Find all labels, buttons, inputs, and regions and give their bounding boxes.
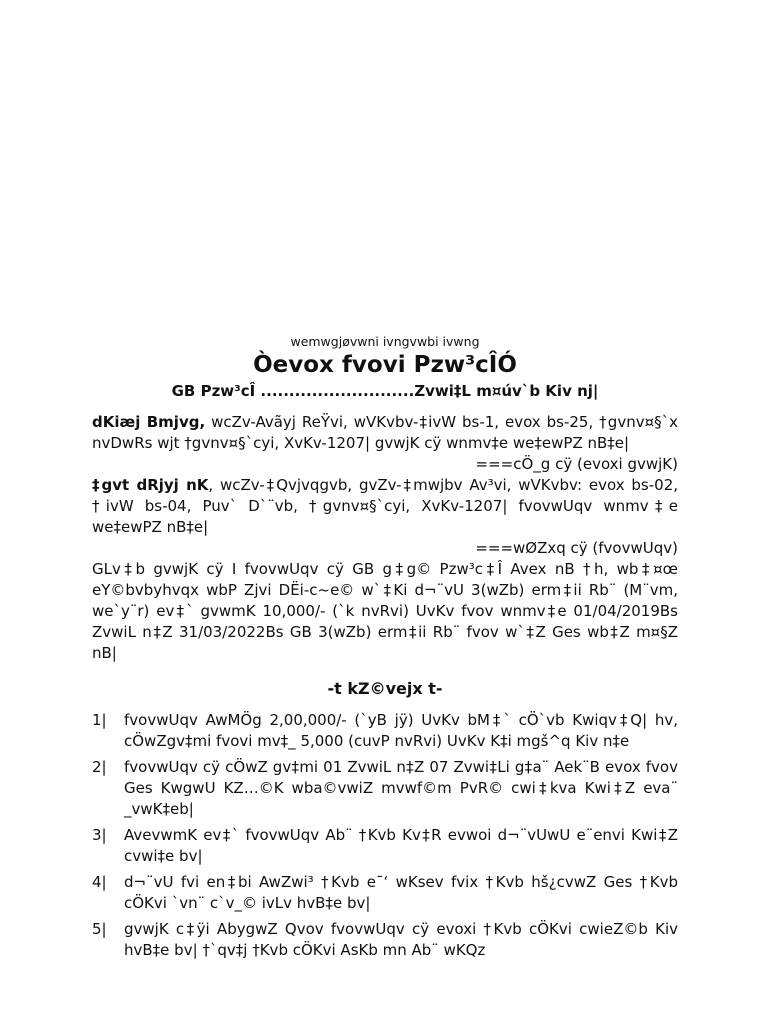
term-number: 5| <box>92 920 107 938</box>
party2-name: ‡gvt dRjyj nK <box>92 476 209 494</box>
party1-role: ===cÖ_g cÿ (evoxi gvwjK) <box>475 455 678 473</box>
term-text: fvovwUqv cÿ cÖwZ gv‡mi 01 ZvwiL n‡Z 07 Zvwi‡Li g‡a¨ Aek¨B evox fvov Ges KwgwU KZ…©K wba©vwiZ mvwf©m PvR© cwi‡kva Kwi‡Z eva¨ _vwK‡eb| <box>124 758 678 818</box>
term-text: d¬¨vU fvi en‡bi AwZwi³ †Kvb e¯‘ wKsev fvix †Kvb hš¿cvwZ Ges †Kvb cÖKvi `vn¨ c`v_© ivLv hvB‡e bv| <box>124 873 678 912</box>
term-item <box>92 757 678 820</box>
term-number: 4| <box>92 873 107 891</box>
term-item <box>92 872 678 914</box>
terms-title: -t kZ©vejx t- <box>327 679 443 698</box>
term-number: 2| <box>92 758 107 776</box>
party1-paragraph <box>92 412 678 454</box>
lease-document <box>92 334 678 966</box>
party1-name: dKiæj Bmjvg, <box>92 413 206 431</box>
document-subtitle: GB Pzw³cÎ ...........................Zvwi‡L m¤úv`b Kiv nj| <box>171 382 599 400</box>
term-item <box>92 825 678 867</box>
agreement-paragraph: GLv‡b gvwjK cÿ I fvovwUqv cÿ GB g‡g© Pzw³c‡Î Avex nB †h, wb‡¤œ eY©bvbyhvqx wbP Zjvi DËi-c~e© w`‡Ki d¬¨vU 3(wZb) erm‡ii Rb¨ (M¨vm, we`y¨r) ev‡` gvwmK 10,000/- (`k nvRvi) UvKv fvov wnmv‡e 01/04/2019Bs ZvwiL n‡Z 31/03/2022Bs GB 3(wZb) erm‡ii Rb¨ fvov w`‡Z Ges wb‡Z m¤§Z nB| <box>92 560 678 662</box>
party2-paragraph <box>92 475 678 538</box>
header-small: wemwgjøvwni ivngvwbi ivwng <box>290 334 480 349</box>
party2-role: ===wØZxq cÿ (fvovwUqv) <box>475 539 678 557</box>
terms-list <box>92 710 678 961</box>
term-text: gvwjK c‡ÿi AbygwZ Qvov fvovwUqv cÿ evoxi †Kvb cÖKvi cwieZ©b Kiv hvB‡e bv| †`qv‡j †Kvb cÖKvi AsKb mn Ab¨ wKQz <box>124 920 678 959</box>
term-number: 1| <box>92 711 107 729</box>
document-title: Òevox fvovi Pzw³cÎÓ <box>253 352 517 378</box>
party1-text: wcZv-Avãyj ReŸvi, wVKvbv-‡ivW bs-1, evox bs-25, †gvnv¤§`x nvDwRs wjt †gvnv¤§`cyi, XvKv-1207| gvwjK cÿ wnmv‡e we‡ewPZ nB‡e| <box>92 413 678 452</box>
term-text: fvovwUqv AwMÖg 2,00,000/- (`yB jÿ) UvKv bM‡` cÖ`vb Kwiqv‡Q| hv, cÖwZgv‡mi fvovi mv‡_ 5,000 (cuvP nvRvi) UvKv K‡i mgš^q Kiv n‡e <box>124 711 678 750</box>
term-number: 3| <box>92 826 107 844</box>
party2-text: , wcZv-‡Qvjvqgvb, gvZv-‡mwjbv Av³vi, wVKvbv: evox bs-02, †ivW bs-04, Puv` D`¨vb, †gvnv¤§`cyi, XvKv-1207| fvovwUqv wnmv‡e we‡ewPZ nB‡e| <box>92 476 678 536</box>
term-item <box>92 919 678 961</box>
term-text: AvevwmK ev‡` fvovwUqv Ab¨ †Kvb Kv‡R evwoi d¬¨vUwU e¨envi Kwi‡Z cvwi‡e bv| <box>124 826 678 865</box>
term-item <box>92 710 678 752</box>
